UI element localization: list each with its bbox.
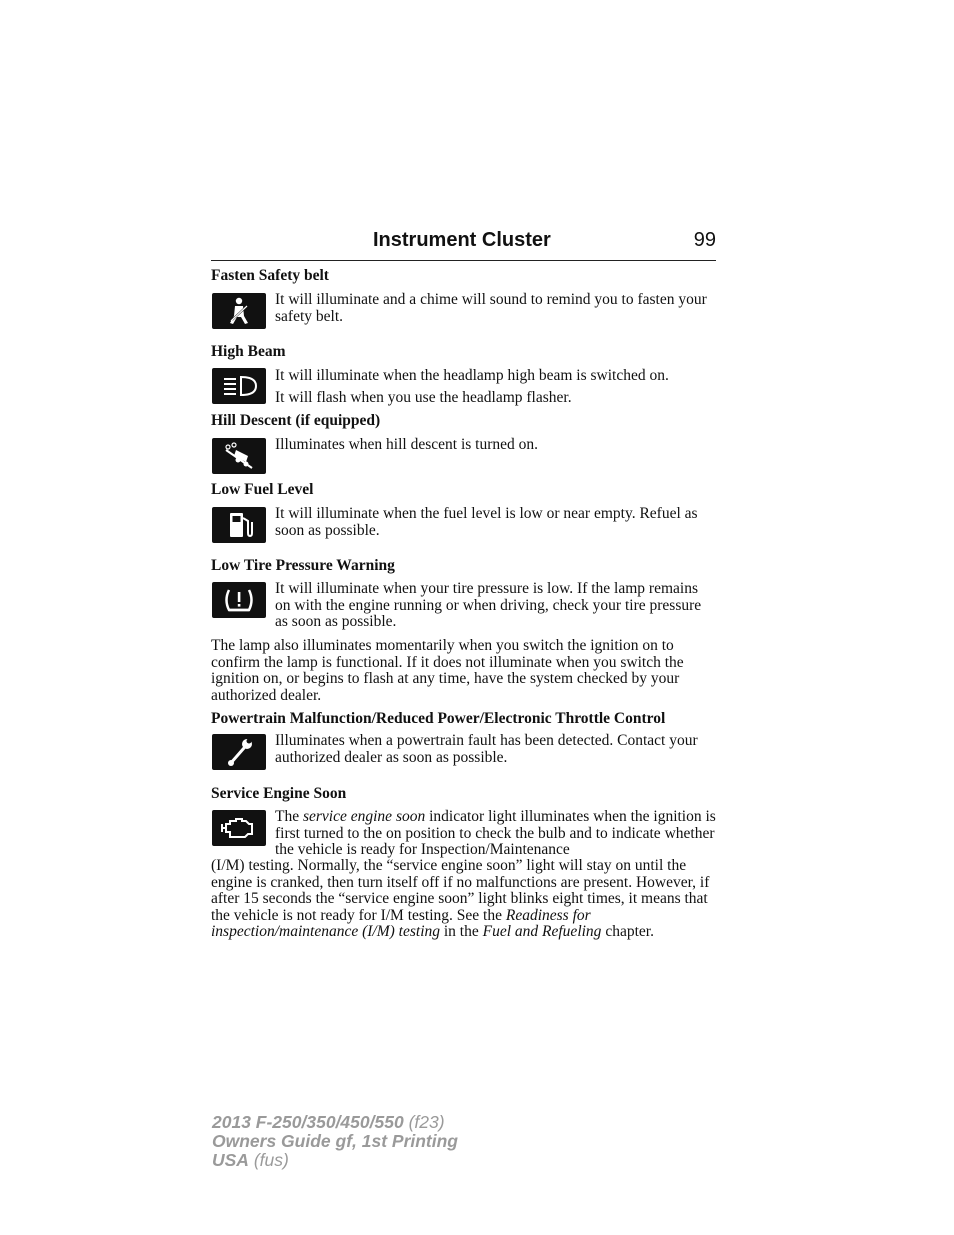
section-text-lowfuel: It will illuminate when the fuel level is low or near empty. Refuel as soon as possible. (275, 505, 698, 539)
section-heading-powertrain: Powertrain Malfunction/Reduced Power/Electronic Throttle Control (211, 710, 666, 727)
section-text-hilldescent: Illuminates when hill descent is turned on. (275, 436, 539, 453)
text-indicator-lead: indicator light illuminates when the ignition is first turned to the on position to check the bulb and to indicate whether the vehicle is ready for Inspection/Maintenance (275, 808, 716, 858)
section-text-seatbelt: It will illuminate and a chime will sound to remind you to fasten your safety belt. (275, 291, 707, 325)
section-heading-serviceengine: Service Engine Soon (211, 785, 347, 802)
wrench-icon (212, 734, 266, 770)
footer-model: 2013 F-250/350/450/550 (212, 1112, 404, 1132)
tire-pressure-icon (212, 582, 266, 618)
footer-market: USA (212, 1150, 249, 1170)
section-text-highbeam-1: It will illuminate when the headlamp high beam is switched on. (275, 367, 669, 384)
text-italic-readiness: Readiness for inspection/maintenance (I/M) testing (211, 906, 591, 940)
section-text-powertrain: Illuminates when a powertrain fault has been detected. Contact your authorized dealer as soon as possible. (275, 732, 698, 766)
section-text-serviceengine-body (211, 858, 717, 941)
text-italic-service-engine: service engine soon (302, 808, 426, 825)
text-the: The (275, 808, 300, 825)
section-heading-tirepressure: Low Tire Pressure Warning (211, 557, 395, 574)
text-in-the: in the (443, 923, 479, 940)
fuel-pump-icon (212, 507, 266, 543)
section-heading-lowfuel: Low Fuel Level (211, 481, 314, 498)
section-heading-hilldescent: Hill Descent (if equipped) (211, 412, 381, 429)
section-heading-seatbelt: Fasten Safety belt (211, 267, 329, 284)
footer-market-code: (fus) (253, 1150, 289, 1170)
page-title: Instrument Cluster (373, 229, 551, 251)
high-beam-icon (212, 368, 266, 404)
hill-descent-icon (212, 438, 266, 474)
text-chapter: chapter. (605, 923, 654, 940)
footer-line-1 (212, 1113, 445, 1132)
text-italic-fuel-refueling: Fuel and Refueling (482, 923, 602, 940)
footer-line-2: Owners Guide gf, 1st Printing (212, 1131, 458, 1151)
section-text-tirepressure: It will illuminate when your tire pressure is low. If the lamp remains on with the engine running or when driving, check your tire pressure as soon as possible. (275, 580, 702, 630)
section-paragraph-tirepressure: The lamp also illuminates momentarily when you switch the ignition on to confirm the lamp is functional. If it does not illuminate when you switch the ignition on, or begins to flash at any time, have the system checked by your authorized dealer. (211, 637, 684, 704)
page-number: 99 (693, 229, 716, 251)
seatbelt-icon (212, 293, 266, 329)
section-text-highbeam-2: It will flash when you use the headlamp flasher. (275, 389, 572, 406)
text-body-continued: (I/M) testing. Normally, the “service engine soon” light will stay on until the engine is cranked, then turn itself off if no malfunctions are present. However, if after 15 seconds the “service engine soon” light blinks eight times, it means that the vehicle is not ready for I/M testing. See the (211, 857, 710, 924)
page-header (211, 229, 716, 261)
section-text-serviceengine-intro (275, 809, 717, 859)
footer-line-3 (212, 1151, 289, 1170)
section-heading-highbeam: High Beam (211, 343, 286, 360)
engine-icon (212, 810, 266, 846)
footer-model-code: (f23) (408, 1112, 445, 1132)
